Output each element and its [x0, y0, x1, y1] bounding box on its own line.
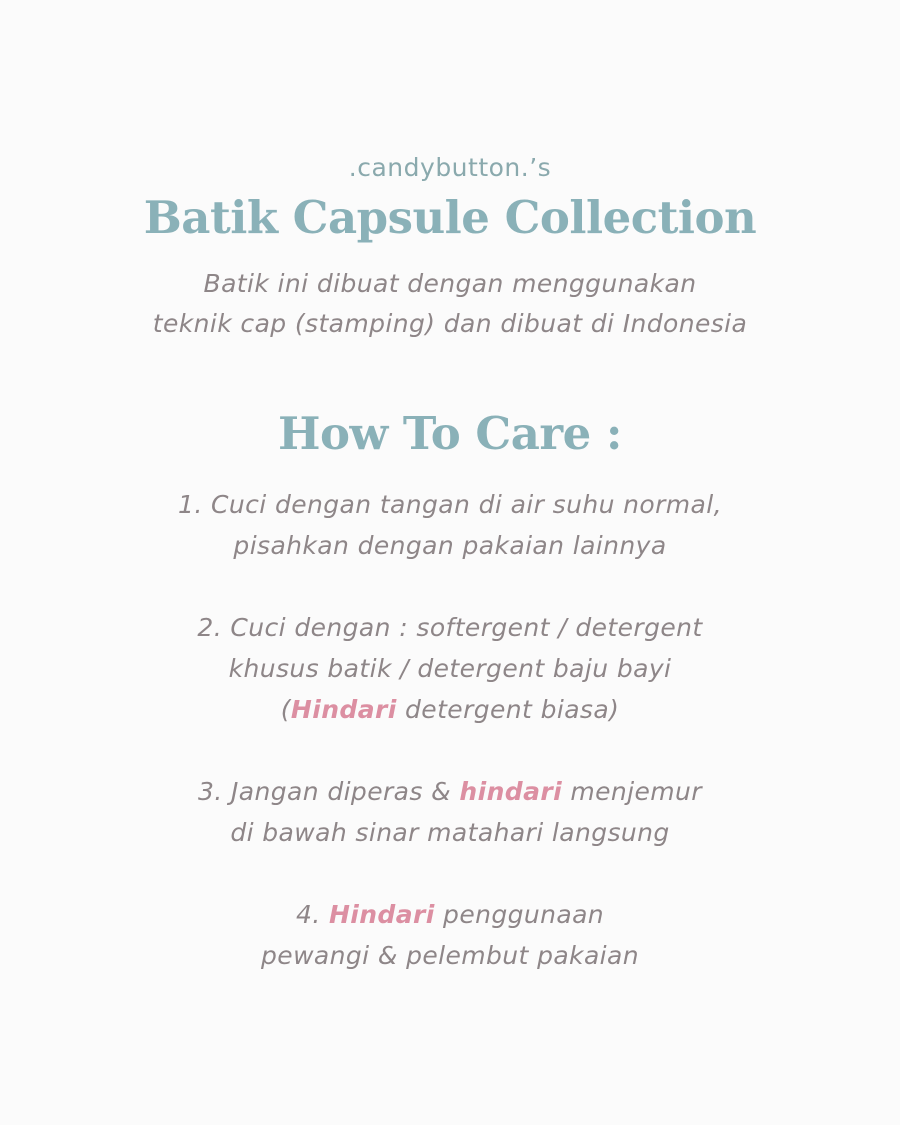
care-instructions-list: [0, 484, 900, 1017]
instruction-line: khusus batik / detergent baju bayi: [228, 654, 672, 683]
care-instruction-3: [0, 771, 900, 853]
instruction-line: 2. Cuci dengan : softergent / detergent: [197, 613, 703, 642]
instruction-text: 3. Jangan diperas &: [198, 777, 460, 806]
instruction-text: 4.: [295, 900, 329, 929]
highlight-word: hindari: [459, 777, 563, 806]
description-line: Batik ini dibuat dengan menggunakan: [203, 269, 697, 298]
care-heading: How To Care :: [277, 407, 623, 460]
care-instruction-4: [0, 894, 900, 976]
highlight-word: Hindari: [328, 900, 435, 929]
highlight-word: Hindari: [290, 695, 397, 724]
instruction-text: detergent biasa): [396, 695, 620, 724]
brand-name: .candybutton.’s: [348, 153, 552, 182]
instruction-line: pisahkan dengan pakaian lainnya: [233, 531, 667, 560]
instruction-line: [0, 771, 900, 812]
instruction-text: (: [280, 695, 291, 724]
description-line: teknik cap (stamping) dan dibuat di Indonesia: [152, 309, 748, 338]
care-instruction-1: [0, 484, 900, 566]
instruction-text: penggunaan: [434, 900, 605, 929]
instruction-line: [0, 894, 900, 935]
instruction-text: menjemur: [562, 777, 702, 806]
instruction-line: pewangi & pelembut pakaian: [261, 941, 639, 970]
instruction-line: 1. Cuci dengan tangan di air suhu normal,: [178, 490, 722, 519]
collection-title: Batik Capsule Collection: [143, 191, 757, 244]
instruction-line: [0, 689, 900, 730]
care-instruction-2: [0, 607, 900, 730]
instruction-line: di bawah sinar matahari langsung: [230, 818, 670, 847]
collection-description: [0, 264, 900, 344]
